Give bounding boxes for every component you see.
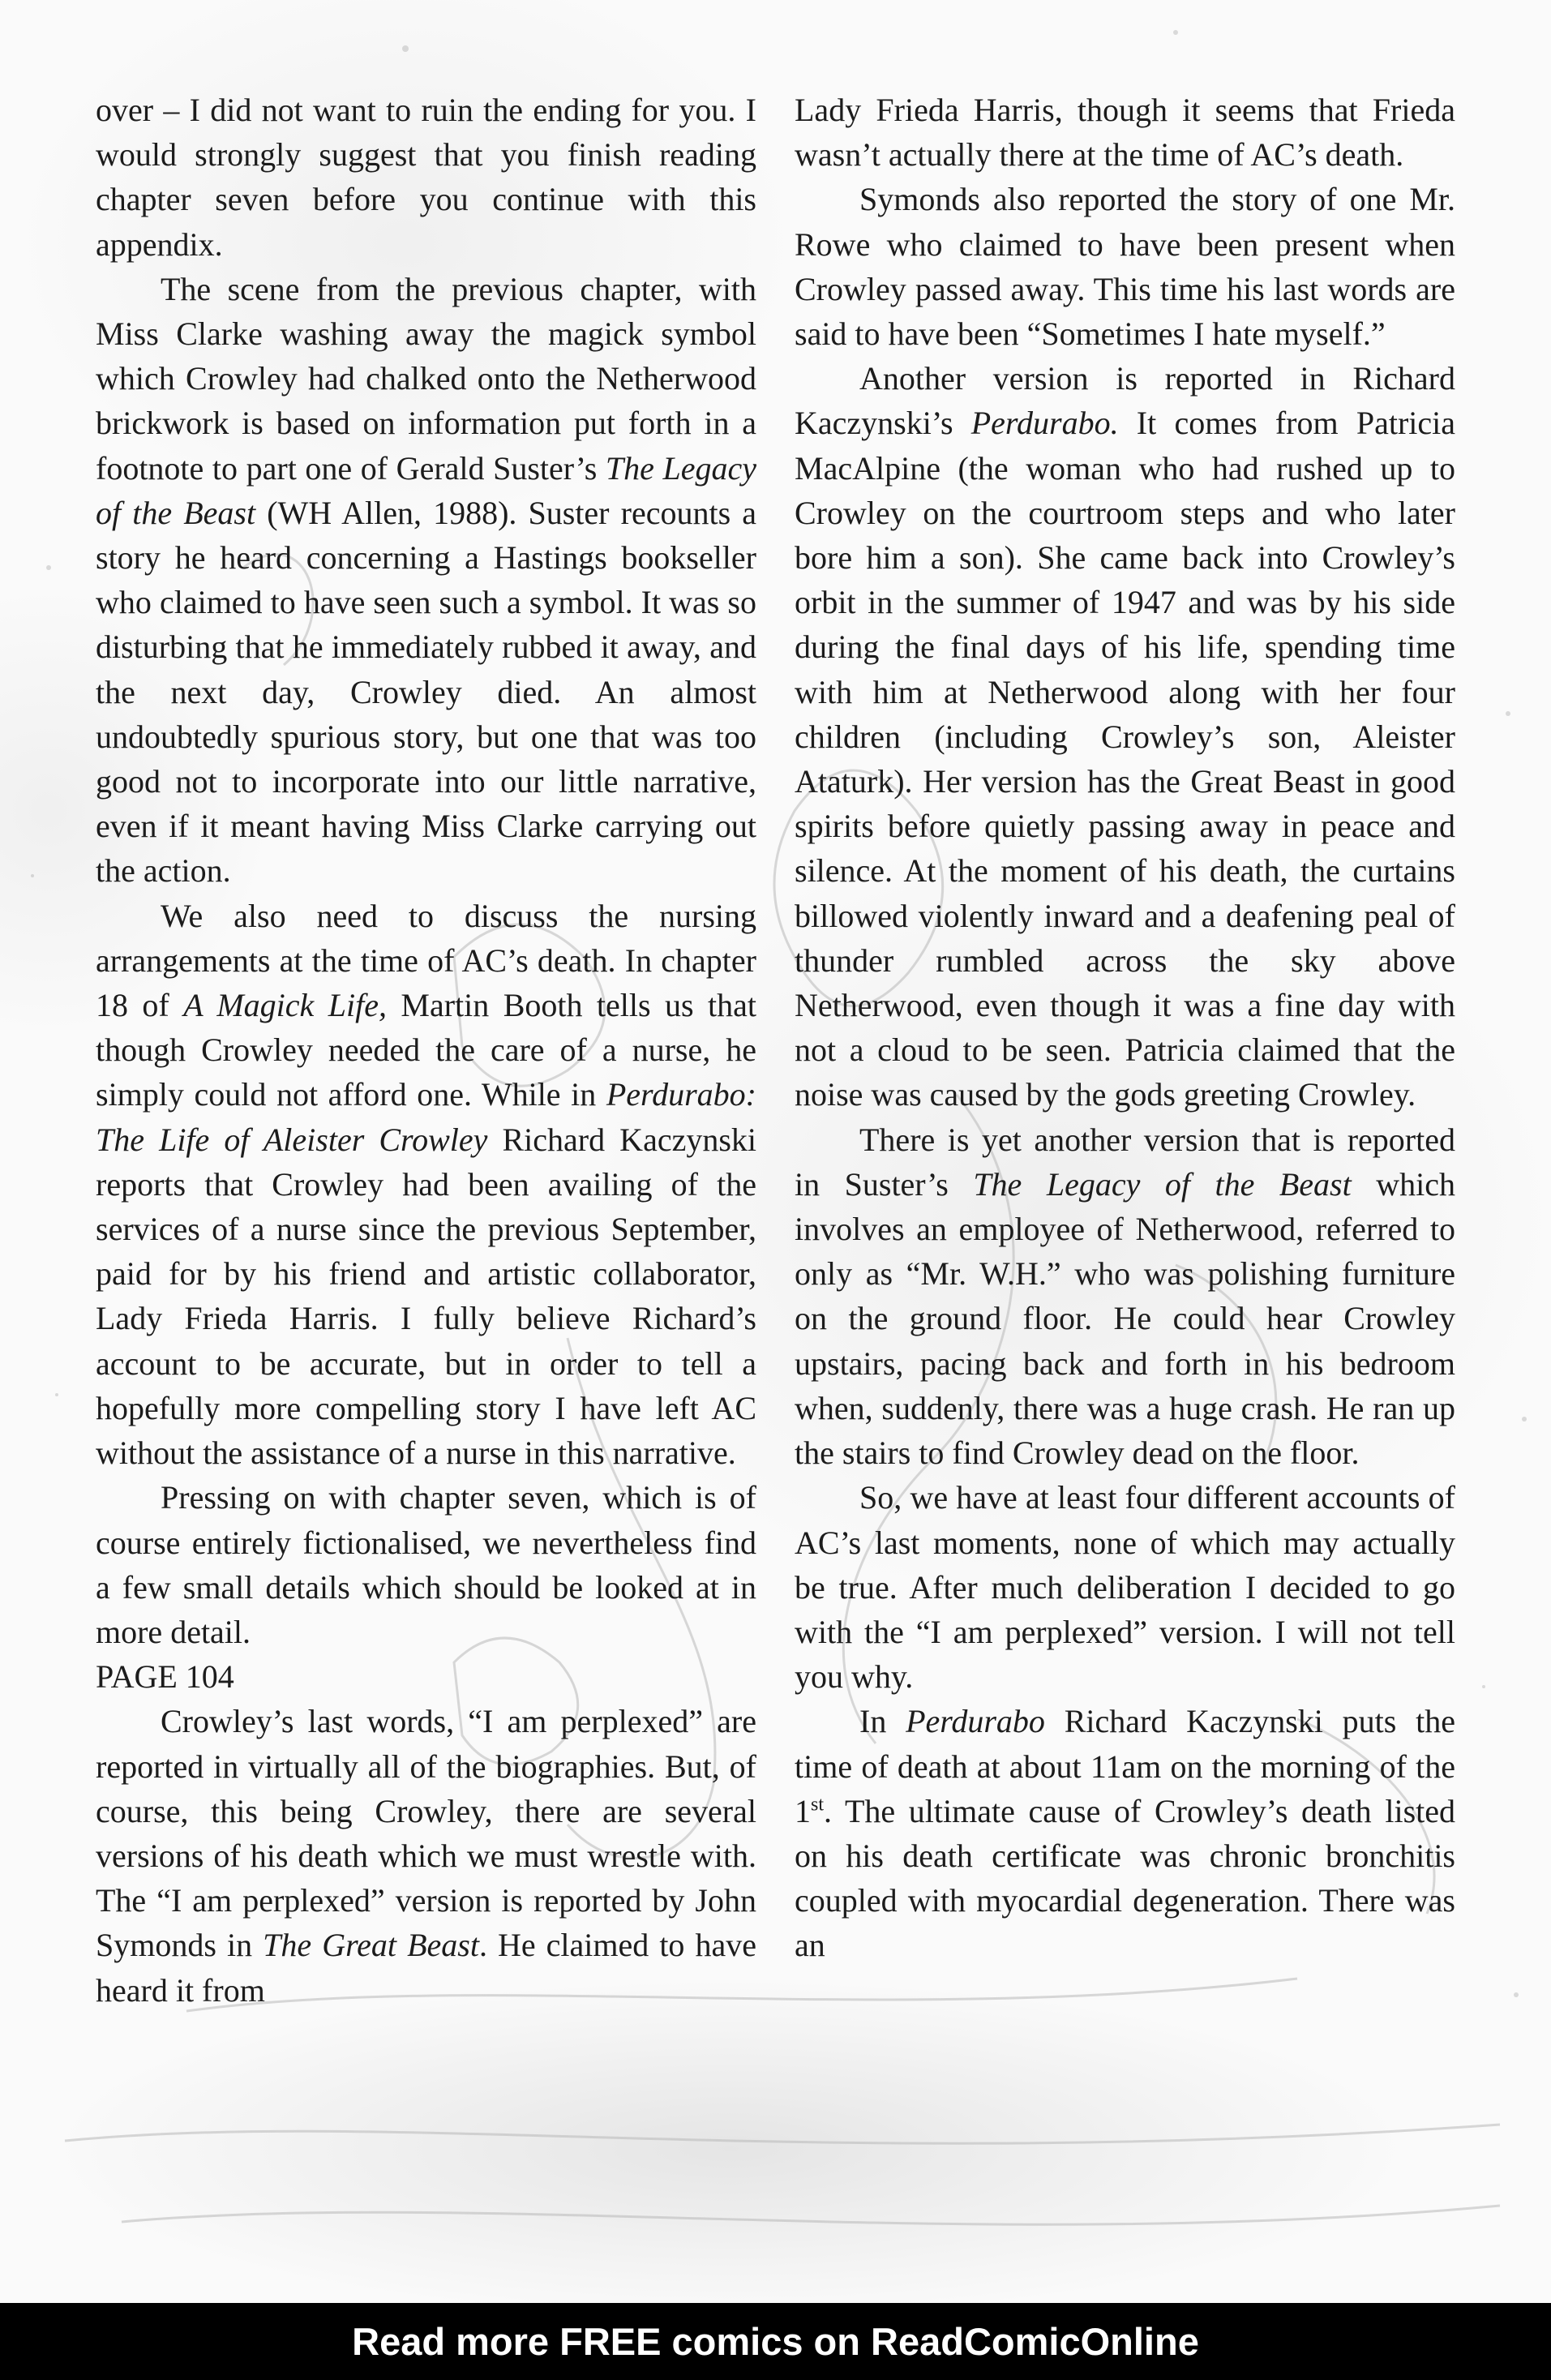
right-paragraph-3: Another version is reported in Richard Kaczynski’s Perdurabo. It comes from Patricia MacAlpine (the woman who had rushed up to Crowley on the courtroom steps and who later bore him a son). She came back into Crowley’s orbit in the summer of 1947 and was by his side during the final days of his life, spending time with him at Netherwood along with her four children (including Crowley’s son, Aleister Ataturk). Her version has the Great Beast in good spirits before quietly passing away in peace and silence. At the moment of his death, the curtains billowed violently inward and a deafening peal of thunder rumbled across the sky above Netherwood, even though it was a fine day with not a cloud to be seen. Patricia claimed that the noise was caused by the gods greeting Crowley. (795, 360, 1455, 1113)
left-paragraph-4: Pressing on with chapter seven, which is of course entirely fictionalised, we nevertheless find a few small details which should be looked at in more detail. (96, 1479, 756, 1650)
left-paragraph-5: Crowley’s last words, “I am perplexed” are reported in virtually all of the biographies. But, of course, this being Crowley, there are several versions of his death which we must wrestle with. The “I am perplexed” version is reported by John Symonds in The Great Beast. He claimed to have heard it from (96, 1703, 756, 2009)
right-paragraph-4: There is yet another version that is reported in Suster’s The Legacy of the Beast which involves an employee of Netherwood, referred to only as “Mr. W.H.” who was polishing furniture on the ground floor. He could hear Crowley upstairs, pacing back and forth in his bedroom when, suddenly, there was a huge crash. He ran up the stairs to find Crowley dead on the floor. (795, 1121, 1456, 1472)
left-paragraph-1: over – I did not want to ruin the ending for you. I would strongly suggest that you finish reading chapter seven before you continue with this appendix. (96, 92, 756, 263)
right-paragraph-5: So, we have at least four different accounts of AC’s last moments, none of which may actually be true. After much deliberation I decided to go with the “I am perplexed” version. I will not tell you why. (795, 1479, 1455, 1696)
section-heading-page-104: PAGE 104 (96, 1658, 234, 1696)
left-paragraph-3: We also need to discuss the nursing arrangements at the time of AC’s death. In chapter 18 of A Magick Life, Martin Booth tells us that though Crowley needed the care of a nurse, he simply could not afford one. While in Perdurabo: The Life of Aleister Crowley Richard Kaczynski reports that Crowley had been availing of the services of a nurse since the previous September, paid for by his friend and artistic collaborator, Lady Frieda Harris. I fully believe Richard’s account to be accurate, but in order to tell a hopefully more compelling story I have left AC without the assistance of a nurse in this narrative. (96, 897, 757, 1472)
right-paragraph-6: In Perdurabo Richard Kaczynski puts the time of death at about 11am on the morning of the 1st. The ultimate cause of Crowley’s death listed on his death certificate was chronic bronchitis coupled with myocardial degeneration. There was an (795, 1703, 1455, 1964)
right-paragraph-1: Lady Frieda Harris, though it seems that Frieda wasn’t actually there at the time of AC’s death. (795, 92, 1455, 174)
left-text-column (96, 88, 756, 2013)
right-paragraph-2: Symonds also reported the story of one Mr. Rowe who claimed to have been present when Crowley passed away. This time his last words are said to have been “Sometimes I hate myself.” (795, 181, 1455, 353)
banner-text[interactable]: Read more FREE comics on ReadComicOnline (352, 2320, 1199, 2363)
right-text-column (795, 88, 1455, 1968)
left-paragraph-2: The scene from the previous chapter, with Miss Clarke washing away the magick symbol which Crowley had chalked onto the Netherwood brickwork is based on information put forth in a footnote to part one of Gerald Suster’s The Legacy of the Beast (WH Allen, 1988). Suster recounts a story he heard concerning a Hastings bookseller who claimed to have seen such a symbol. It was so disturbing that he immediately rubbed it away, and the next day, Crowley died. An almost undoubtedly spurious story, but one that was too good not to incorporate into our little narrative, even if it meant having Miss Clarke carrying out the action. (96, 270, 756, 890)
read-more-banner-link[interactable] (0, 2303, 1551, 2380)
